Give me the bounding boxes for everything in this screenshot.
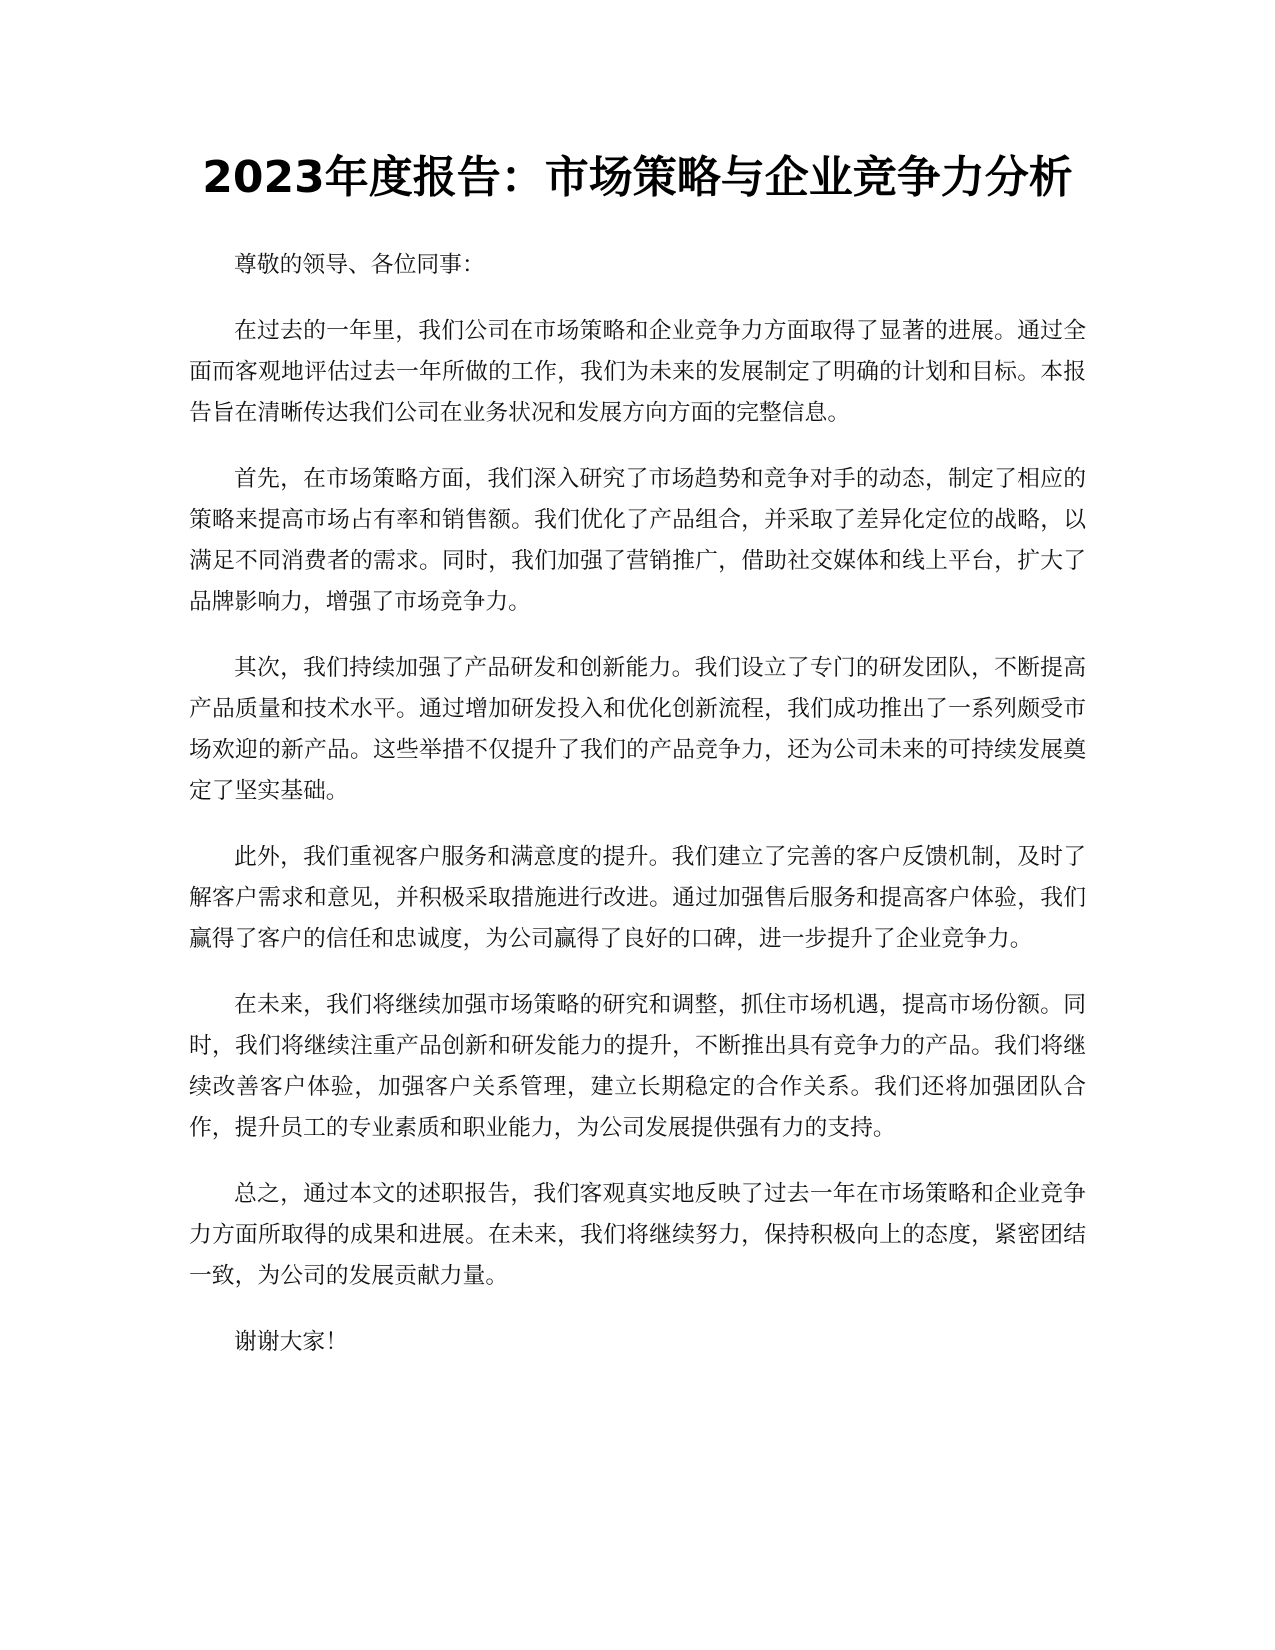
paragraph-customer-service: 此外，我们重视客户服务和满意度的提升。我们建立了完善的客户反馈机制，及时了解客户需求和意见，并积极采取措施进行改进。通过加强售后服务和提高客户体验，我们赢得了客户的信任和忠诚度，为公司赢得了良好的口碑，进一步提升了企业竞争力。 bbox=[189, 844, 1086, 952]
paragraph-future-plans: 在未来，我们将继续加强市场策略的研究和调整，抓住市场机遇，提高市场份额。同时，我们将继续注重产品创新和研发能力的提升，不断推出具有竞争力的产品。我们将继续改善客户体验，加强客户关系管理，建立长期稳定的合作关系。我们还将加强团队合作，提升员工的专业素质和职业能力，为公司发展提供强有力的支持。 bbox=[189, 992, 1086, 1141]
paragraph-intro: 在过去的一年里，我们公司在市场策略和企业竞争力方面取得了显著的进展。通过全面而客观地评估过去一年所做的工作，我们为未来的发展制定了明确的计划和目标。本报告旨在清晰传达我们公司在业务状况和发展方向方面的完整信息。 bbox=[189, 318, 1086, 426]
salutation: 尊敬的领导、各位同事： bbox=[234, 252, 485, 278]
paragraph-market-strategy: 首先，在市场策略方面，我们深入研究了市场趋势和竞争对手的动态，制定了相应的策略来提高市场占有率和销售额。我们优化了产品组合，并采取了差异化定位的战略，以满足不同消费者的需求。同时，我们加强了营销推广，借助社交媒体和线上平台，扩大了品牌影响力，增强了市场竞争力。 bbox=[189, 466, 1086, 615]
closing-remark: 谢谢大家！ bbox=[234, 1329, 348, 1355]
document-title: 2023年度报告：市场策略与企业竞争力分析 bbox=[202, 152, 1073, 203]
paragraph-rnd-innovation: 其次，我们持续加强了产品研发和创新能力。我们设立了专门的研发团队，不断提高产品质量和技术水平。通过增加研发投入和优化创新流程，我们成功推出了一系列颇受市场欢迎的新产品。这些举措不仅提升了我们的产品竞争力，还为公司未来的可持续发展奠定了坚实基础。 bbox=[189, 655, 1086, 804]
document-body bbox=[189, 245, 1086, 1388]
paragraph-conclusion: 总之，通过本文的述职报告，我们客观真实地反映了过去一年在市场策略和企业竞争力方面所取得的成果和进展。在未来，我们将继续努力，保持积极向上的态度，紧密团结一致，为公司的发展贡献力量。 bbox=[189, 1181, 1086, 1289]
